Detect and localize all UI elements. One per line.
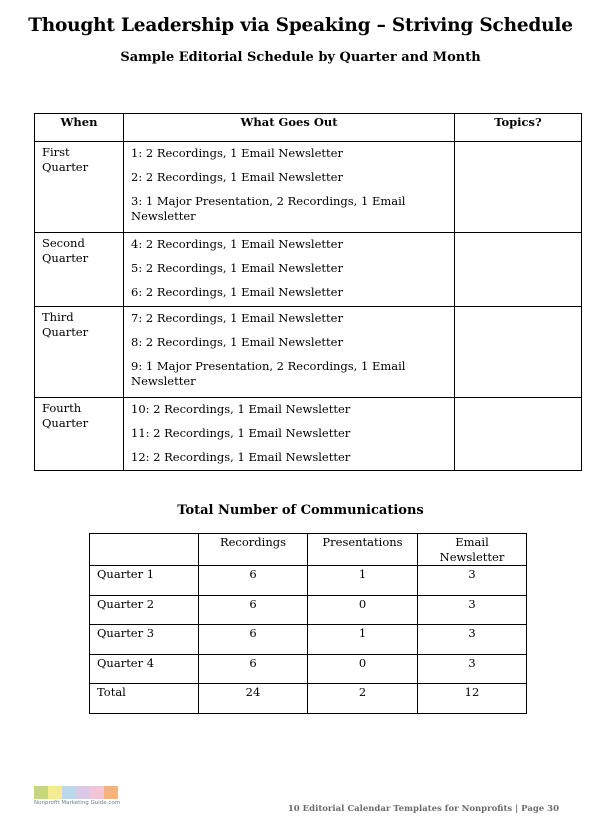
recordings-count: 6 <box>199 654 308 684</box>
totals-row-label: Total <box>90 684 199 714</box>
logo-block <box>48 786 62 799</box>
recordings-count: 6 <box>199 625 308 655</box>
schedule-table <box>34 113 582 471</box>
month-item: 7: 2 Recordings, 1 Email Newsletter <box>131 311 343 325</box>
totals-row <box>90 595 527 625</box>
totals-row-label: Quarter 4 <box>90 654 199 684</box>
totals-row-label: Quarter 1 <box>90 566 199 596</box>
page-title: Thought Leadership via Speaking – Striving Schedule <box>28 15 573 36</box>
logo-block <box>90 786 104 799</box>
totals-header-email-newsletter: Email Newsletter <box>418 534 527 566</box>
schedule-row-q4 <box>35 398 582 471</box>
totals-title: Total Number of Communications <box>177 503 424 518</box>
recordings-count: 24 <box>199 684 308 714</box>
totals-header-row <box>90 534 527 566</box>
email-newsletter-count: 3 <box>418 566 527 596</box>
page-subtitle: Sample Editorial Schedule by Quarter and Month <box>120 50 481 65</box>
recordings-count: 6 <box>199 595 308 625</box>
topics-cell <box>455 233 582 307</box>
month-item: 1: 2 Recordings, 1 Email Newsletter <box>131 146 343 160</box>
logo-block <box>76 786 90 799</box>
topics-cell <box>455 307 582 398</box>
presentations-count: 0 <box>308 595 418 625</box>
month-item: 8: 2 Recordings, 1 Email Newsletter <box>131 335 343 349</box>
month-item: 11: 2 Recordings, 1 Email Newsletter <box>131 426 351 440</box>
page-footer: 10 Editorial Calendar Templates for Nonprofits | Page 30 <box>287 804 559 814</box>
month-item: 12: 2 Recordings, 1 Email Newsletter <box>131 450 351 464</box>
month-item: 3: 1 Major Presentation, 2 Recordings, 1 Email Newsletter <box>131 194 406 223</box>
totals-row <box>90 566 527 596</box>
when-cell: First Quarter <box>35 142 124 233</box>
logo-color-blocks <box>34 786 124 799</box>
what-cell <box>124 307 455 398</box>
totals-row-label: Quarter 2 <box>90 595 199 625</box>
schedule-row-q3 <box>35 307 582 398</box>
totals-header-blank <box>90 534 199 566</box>
header-when: When <box>35 114 124 142</box>
logo-block <box>104 786 118 799</box>
logo-block <box>34 786 48 799</box>
presentations-count: 1 <box>308 566 418 596</box>
month-item: 10: 2 Recordings, 1 Email Newsletter <box>131 402 351 416</box>
what-cell <box>124 142 455 233</box>
when-cell: Second Quarter <box>35 233 124 307</box>
when-cell: Third Quarter <box>35 307 124 398</box>
totals-row-total <box>90 684 527 714</box>
month-item: 5: 2 Recordings, 1 Email Newsletter <box>131 261 343 275</box>
totals-header-recordings: Recordings <box>199 534 308 566</box>
month-item: 4: 2 Recordings, 1 Email Newsletter <box>131 237 343 251</box>
when-cell: Fourth Quarter <box>35 398 124 471</box>
totals-row-label: Quarter 3 <box>90 625 199 655</box>
presentations-count: 0 <box>308 654 418 684</box>
totals-table <box>89 533 527 714</box>
totals-header-presentations: Presentations <box>308 534 418 566</box>
what-cell <box>124 233 455 307</box>
recordings-count: 6 <box>199 566 308 596</box>
schedule-row-q1 <box>35 142 582 233</box>
logo-block <box>62 786 76 799</box>
topics-cell <box>455 142 582 233</box>
totals-row <box>90 654 527 684</box>
what-cell <box>124 398 455 471</box>
month-item: 6: 2 Recordings, 1 Email Newsletter <box>131 285 343 299</box>
header-what-goes-out: What Goes Out <box>124 114 455 142</box>
presentations-count: 2 <box>308 684 418 714</box>
email-newsletter-count: 12 <box>418 684 527 714</box>
month-item: 2: 2 Recordings, 1 Email Newsletter <box>131 170 343 184</box>
month-item: 9: 1 Major Presentation, 2 Recordings, 1 Email Newsletter <box>131 359 406 388</box>
schedule-row-q2 <box>35 233 582 307</box>
schedule-header-row <box>35 114 582 142</box>
email-newsletter-count: 3 <box>418 625 527 655</box>
topics-cell <box>455 398 582 471</box>
email-newsletter-count: 3 <box>418 595 527 625</box>
logo-text: Nonprofit Marketing Guide.com <box>34 800 121 806</box>
header-topics: Topics? <box>455 114 582 142</box>
nonprofit-marketing-guide-logo <box>34 786 124 808</box>
totals-row <box>90 625 527 655</box>
email-newsletter-count: 3 <box>418 654 527 684</box>
presentations-count: 1 <box>308 625 418 655</box>
